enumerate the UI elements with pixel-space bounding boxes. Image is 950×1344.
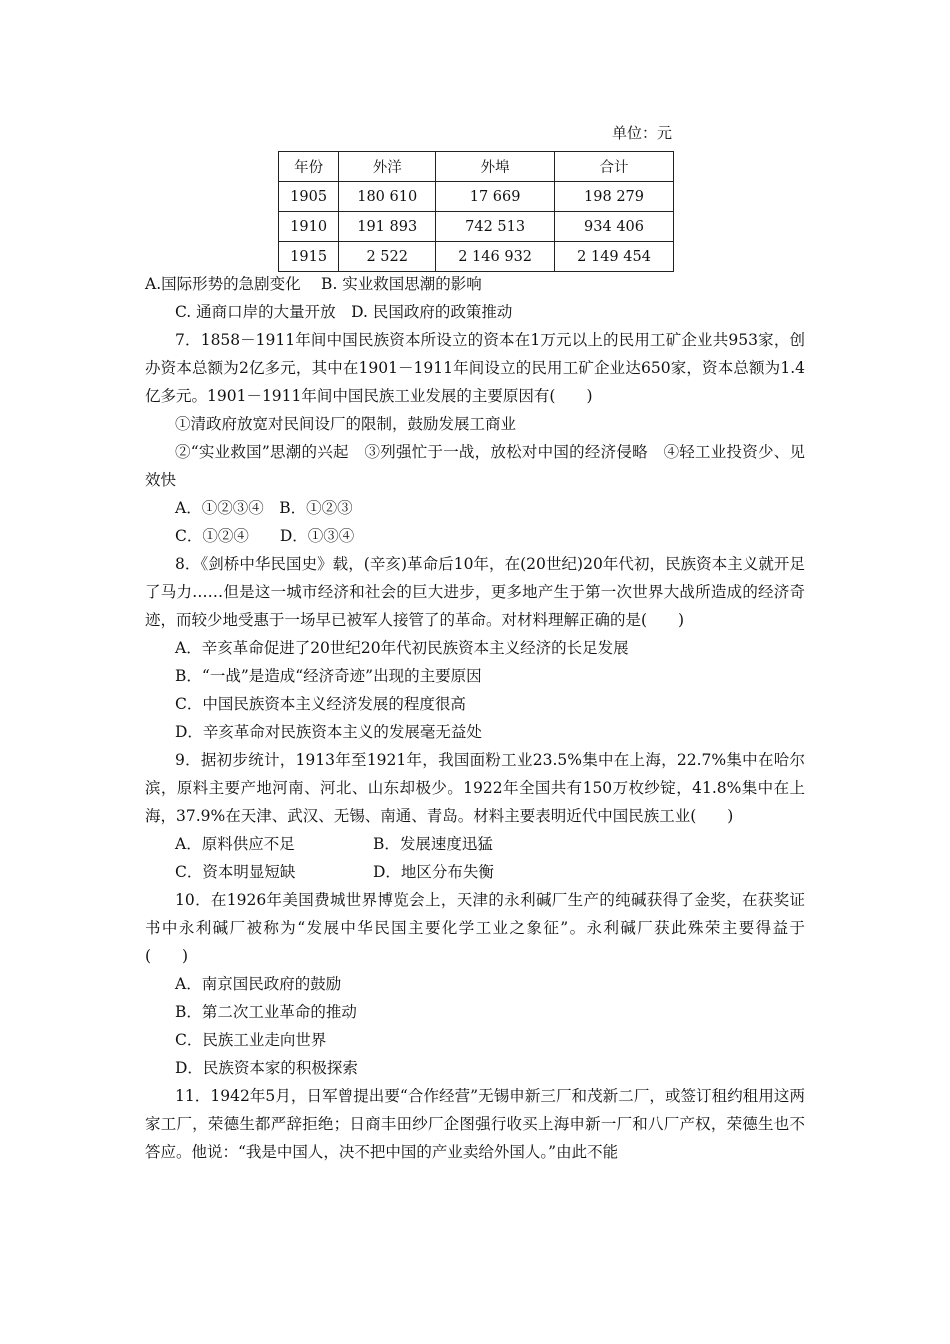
export-value-table xyxy=(278,151,674,272)
q9-option-d: D．地区分布失衡 xyxy=(373,863,494,881)
q9-option-a: A．原料供应不足 xyxy=(175,835,295,853)
q10-option-b: B．第二次工业革命的推动 xyxy=(175,1003,357,1021)
table-row xyxy=(279,212,674,242)
table-cell: 934 406 xyxy=(555,212,674,242)
table-cell: 180 610 xyxy=(339,182,436,212)
q9-options-ab xyxy=(145,830,805,858)
q9-option-c: C．资本明显短缺 xyxy=(175,863,296,881)
q7-stem: 7．1858－1911年间中国民族资本所设立的资本在1万元以上的民用工矿企业共953家，创办资本总额为2亿多元，其中在1901－1911年间设立的民用工矿企业达650家，资本总额为1.4亿多元。1901－1911年间中国民族工业发展的主要原因有( ) xyxy=(145,331,805,405)
q10-stem: 10．在1926年美国费城世界博览会上，天津的永利碱厂生产的纯碱获得了金奖，在获奖证书中永利碱厂被称为“发展中华民国主要化学工业之象征”。永利碱厂获此殊荣主要得益于 ( ) xyxy=(145,891,821,965)
header-total: 合计 xyxy=(555,152,674,182)
table-cell: 2 522 xyxy=(339,242,436,272)
q10-option-a: A．南京国民政府的鼓励 xyxy=(175,975,342,993)
q8-stem: 8．《剑桥中华民国史》载，(辛亥)革命后10年，在(20世纪)20年代初，民族资本主义就开足了马力……但是这一城市经济和社会的巨大进步，更多地产生于第一次世界大战所造成的经济奇迹，而较少地受惠于一场早已被军人接管了的革命。对材料理解正确的是( ) xyxy=(145,555,805,629)
table-cell: 742 513 xyxy=(436,212,555,242)
table-cell: 1905 xyxy=(279,182,339,212)
table-row xyxy=(279,182,674,212)
q6-options-cd: C. 通商口岸的大量开放 D. 民国政府的政策推动 xyxy=(175,303,513,321)
question-content xyxy=(145,270,821,1166)
header-other-ports: 外埠 xyxy=(436,152,555,182)
table-cell: 2 149 454 xyxy=(555,242,674,272)
table-cell: 2 146 932 xyxy=(436,242,555,272)
q8-option-c: C．中国民族资本主义经济发展的程度很高 xyxy=(175,695,466,713)
table-cell: 1910 xyxy=(279,212,339,242)
q8-option-a: A．辛亥革命促进了20世纪20年代初民族资本主义经济的长足发展 xyxy=(175,639,629,657)
header-year: 年份 xyxy=(279,152,339,182)
q9-option-b: B．发展速度迅猛 xyxy=(373,835,493,853)
table-cell: 198 279 xyxy=(555,182,674,212)
q8-option-d: D．辛亥革命对民族资本主义的发展毫无益处 xyxy=(175,723,482,741)
table-header-row xyxy=(279,152,674,182)
q10-option-c: C．民族工业走向世界 xyxy=(175,1031,327,1049)
table-row xyxy=(279,242,674,272)
table-cell: 1915 xyxy=(279,242,339,272)
q7-options-ab: A．①②③④ B．①②③ xyxy=(175,499,353,517)
table-unit-label: 单位：元 xyxy=(612,124,673,142)
table-cell: 17 669 xyxy=(436,182,555,212)
q7-options-cd: C．①②④ D．①③④ xyxy=(175,527,355,545)
q9-options-cd xyxy=(145,858,805,886)
header-foreign: 外洋 xyxy=(339,152,436,182)
q7-item-1: ①清政府放宽对民间设厂的限制，鼓励发展工商业 xyxy=(175,415,517,433)
q10-option-d: D．民族资本家的积极探索 xyxy=(175,1059,358,1077)
q7-item-2: ②“实业救国”思潮的兴起 ③列强忙于一战，放松对中国的经济侵略 ④轻工业投资少、见效快 xyxy=(145,443,805,489)
q11-stem: 11．1942年5月，日军曾提出要“合作经营”无锡申新三厂和茂新二厂，或签订租约租用这两家工厂，荣德生都严辞拒绝；日商丰田纱厂企图强行收买上海申新一厂和八厂产权，荣德生也不答应。他说：“我是中国人，决不把中国的产业卖给外国人。”由此不能 xyxy=(145,1087,805,1161)
table-cell: 191 893 xyxy=(339,212,436,242)
q9-stem: 9．据初步统计，1913年至1921年，我国面粉工业23.5%集中在上海，22.7%集中在哈尔滨，原料主要产地河南、河北、山东却极少。1922年全国共有150万枚纱锭，41.8%集中在上海，37.9%在天津、武汉、无锡、南通、青岛。材料主要表明近代中国民族工业( ) xyxy=(145,751,805,825)
q8-option-b: B．“一战”是造成“经济奇迹”出现的主要原因 xyxy=(175,667,482,685)
q6-options-ab: A.国际形势的急剧变化 B. 实业救国思潮的影响 xyxy=(145,275,482,293)
